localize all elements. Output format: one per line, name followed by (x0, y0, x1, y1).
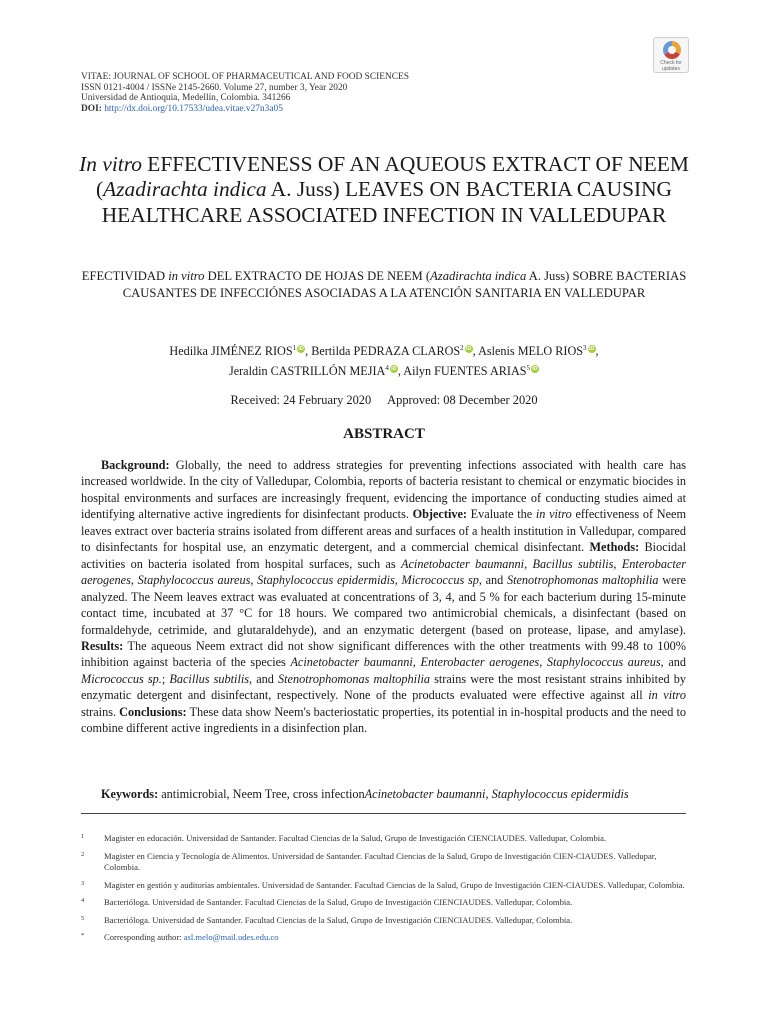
corresponding-label: Corresponding author: (104, 932, 184, 942)
species-name: Staphylococcus epidermidis (257, 573, 395, 588)
footnote-item (81, 897, 689, 909)
conclusions-text: These data show Neem's bacteriostatic properties, its potential in in-hospital products and the need to combine different active ingredients in a disinfection plan. (81, 704, 687, 736)
footnotes (81, 833, 689, 950)
species-name: Micrococcus sp. (81, 671, 162, 686)
author-affiliation: 2 (460, 344, 464, 352)
author-name: Ailyn FUENTES ARIAS (403, 364, 527, 379)
abstract-paragraph (81, 457, 686, 737)
methods-label: Methods: (589, 540, 640, 555)
keywords-text: antimicrobial, Neem Tree, cross infection (158, 787, 365, 801)
results-text: , and (249, 671, 278, 686)
methods-text: Biocidal activities on bacteria isolated from hospital surfaces, such as (81, 540, 686, 571)
orcid-icon[interactable]: iD (298, 346, 304, 352)
footnote-text: Magister en gestión y auditorías ambientales. Universidad de Santander. Facultad Ciencias de la Salud, Grupo de Investigación CIEN-CIAUDES. Valledupar, Colombia. (104, 879, 685, 890)
title-species: Azadirachta indica (103, 177, 267, 202)
corresponding-author-note (81, 932, 689, 944)
results-text: The aqueous Neem extract did not show significant differences with the other treatments with 99.48 to 100% inhibition against bacteria of the species (81, 638, 686, 670)
species-name: Micrococcus sp (401, 573, 479, 588)
methods-text: , (524, 556, 533, 571)
species-name: Stenotrophomonas maltophilia (506, 573, 659, 588)
footnote-number: 5 (81, 914, 85, 922)
footnote-number: 4 (81, 897, 85, 904)
doi-link[interactable]: http://dx.doi.org/10.17533/udea.vitae.v27n3a05 (104, 103, 283, 114)
species-name: Bacillus subtilis (532, 556, 614, 571)
conclusions-label: Conclusions: (119, 704, 187, 719)
methods-text: , (250, 573, 258, 588)
results-text: strains were the most resistant strains inhibited by enzymatic detergent and disinfectant, respectively. None of the products evaluated were effective against all (81, 671, 686, 703)
corresponding-email-link[interactable]: asl.melo@mail.udes.edu.co (183, 932, 279, 942)
author-name: Bertilda PEDRAZA CLAROS (311, 344, 461, 359)
objective-text: effectiveness of Neem leaves extract over bacteria strains isolated from different areas and surfaces of a health institution in Valledupar, compared to disinfectants for hospital use, an enzymatic detergent, and a commercial chemical disinfectant. (81, 507, 686, 555)
results-text: ; (161, 671, 170, 686)
results-label: Results: (81, 638, 124, 653)
footnote-item (81, 880, 689, 892)
approved-date: Approved: 08 December 2020 (387, 393, 538, 407)
author-list (60, 340, 708, 380)
title-es-invitro: in vitro (168, 269, 205, 283)
keywords-species: Acinetobacter baumanni, Staphylococcus epidermidis (364, 787, 629, 801)
footnote-number: * (81, 932, 85, 939)
footnote-number: 1 (81, 833, 85, 840)
species-name: Enterobacter aerogenes (81, 556, 687, 588)
footnote-text: Bacterióloga. Universidad de Santander. Facultad Ciencias de la Salud, Grupo de Investigación CIENCIAUDES. Valledupar, Colombia. (104, 914, 573, 925)
author-separator: , (472, 344, 479, 359)
title-text-1: EFFECTIVENESS OF AN AQUEOUS EXTRACT OF NEEM ( (96, 152, 689, 202)
title-text-2: A. Juss) LEAVES ON BACTERIA CAUSING HEALTHCARE ASSOCIATED INFECTION IN VALLEDUPAR (101, 177, 672, 227)
article-title-spanish (60, 268, 708, 302)
footnote-number: 2 (81, 850, 85, 858)
journal-publisher: Universidad de Antioquia, Medellín, Colombia. 341266 (81, 93, 291, 104)
article-dates (60, 393, 708, 408)
methods-text: were analyzed. The Neem leaves extract was evaluated at concentrations of 3, 4, and 5 % for each bacterium during 15-minute contact time, incubated at 37 °C for 18 hours. We compared two antimicrobial chemicals, a disinfectant (based on formaldehyde, cetrimide, and glutaraldehyde), and an enzymatic detergent (based on protease, lipase, and amylase). (81, 573, 686, 637)
title-es-2: DEL EXTRACTO DE HOJAS DE NEEM ( (204, 269, 431, 283)
objective-text: Evaluate the (467, 507, 536, 522)
results-italic: in vitro (648, 688, 686, 703)
title-es-1: EFECTIVIDAD (81, 269, 169, 283)
methods-text: , (613, 556, 622, 571)
methods-text: , (130, 573, 138, 588)
author-name: Aslenis MELO RIOS (478, 344, 584, 359)
footnote-number: 3 (81, 879, 85, 887)
footnote-item (81, 915, 689, 927)
received-date: Received: 24 February 2020 (230, 393, 372, 407)
author-line-2 (60, 360, 708, 380)
results-text: strains. (81, 704, 120, 719)
background-text: Globally, the need to address strategies for preventing infections associated with health care has increased worldwide. In the city of Valledupar, Colombia, reports of bacteria resistant to chemical or enzymatic biocides in hospital environments and surfaces are increasingly frequent, evidencing the importance of conducting studies aimed at identifying alternative active ingredients for disinfectant products. (81, 458, 686, 522)
footnote-item (81, 851, 689, 874)
check-for-updates-label: Check for updates (660, 60, 682, 72)
author-line-1 (60, 340, 708, 360)
footnote-text: Magister en Ciencia y Tecnología de Alimentos. Universidad de Santander. Facultad Ciencias de la Salud, Grupo de Investigación CIEN-CIAUDES. Valledupar, Colombia. (104, 850, 657, 872)
footnote-divider (81, 813, 686, 814)
footnote-text: Bacterióloga. Universidad de Santander. Facultad Ciencias de la Salud, Grupo de Investigación CIENCIAUDES. Valledupar, Colombia. (104, 897, 573, 907)
author-separator: , (595, 344, 599, 359)
objective-label: Objective: (412, 507, 467, 522)
objective-italic: in vitro (535, 507, 572, 522)
author-affiliation: 4 (385, 364, 389, 373)
author-affiliation: 1 (292, 344, 297, 352)
journal-header (81, 72, 541, 114)
doi-label: DOI: (81, 103, 102, 114)
species-name: Bacillus subtilis (169, 671, 250, 686)
orcid-icon[interactable]: iD (391, 366, 397, 373)
journal-doi (81, 104, 541, 115)
author-affiliation-corresponding: 5 (526, 364, 531, 373)
orcid-icon[interactable]: iD (465, 346, 472, 352)
species-name: Acinetobacter baumanni (401, 556, 525, 571)
crossmark-icon (663, 41, 681, 59)
footnote-item (81, 833, 689, 845)
author-separator: , (397, 364, 404, 379)
orcid-icon[interactable]: iD (532, 366, 538, 373)
orcid-icon[interactable]: iD (588, 346, 595, 352)
check-for-updates-badge[interactable] (653, 37, 689, 73)
background-label: Background: (101, 458, 170, 472)
methods-text: , (394, 573, 402, 588)
title-italic-invitro: In vitro (79, 152, 142, 176)
keywords (101, 786, 701, 802)
species-name: Stenotrophomonas maltophilia (278, 671, 431, 686)
author-separator: , (305, 344, 312, 359)
author-name: Hedilka JIMÉNEZ RIOS (169, 344, 293, 359)
journal-name: VITAE: JOURNAL OF SCHOOL OF PHARMACEUTICAL AND FOOD SCIENCES (81, 72, 409, 82)
species-name: Staphylococcus aureus (137, 573, 251, 588)
footnote-text: Magister en educación. Universidad de Santander. Facultad Ciencias de la Salud, Grupo de Investigación CIENCIAUDES. Valledupar, Colombia. (104, 833, 607, 843)
title-es-3: A. Juss) SOBRE BACTERIAS CAUSANTES DE INFECCIÓNES ASOCIADAS A LA ATENCIÓN SANITARIA EN VALLEDUPAR (122, 269, 687, 300)
keywords-label: Keywords: (101, 787, 159, 801)
abstract-heading: ABSTRACT (343, 426, 425, 442)
author-name: Jeraldin CASTRILLÓN MEJIA (228, 364, 386, 379)
species-name: Acinetobacter baumanni, Enterobacter aerogenes, Staphylococcus aureus (290, 655, 661, 670)
article-title (60, 152, 708, 228)
abstract-body (81, 457, 686, 737)
title-es-species: Azadirachta indica (430, 269, 527, 283)
author-affiliation: 3 (583, 344, 587, 352)
journal-issn: ISSN 0121-4004 / ISSNe 2145-2660. Volume 27, number 3, Year 2020 (81, 82, 348, 93)
results-text: , and (660, 655, 687, 670)
methods-text: , and (478, 573, 507, 588)
